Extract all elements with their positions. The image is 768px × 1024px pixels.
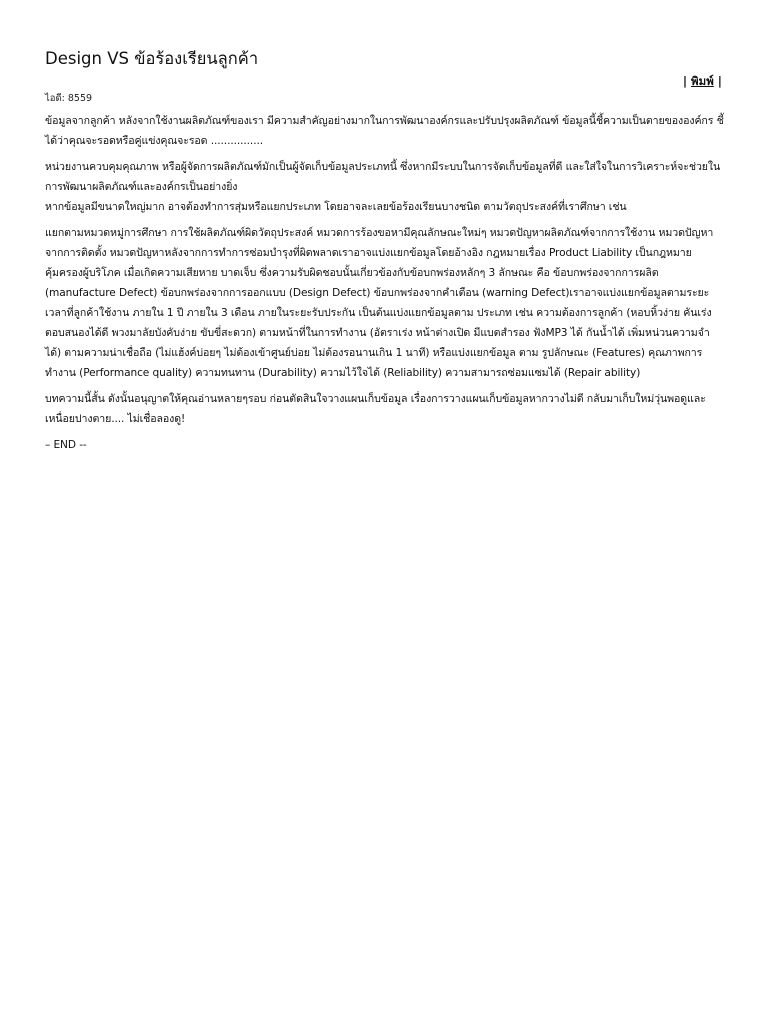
end-marker: – END -- — [45, 439, 87, 451]
article-id-label: ไอดี: — [45, 93, 68, 104]
paragraph-conclusion: บทความนี้สั้น ดังนั้นอนุญาตให้คุณอ่านหลายๆรอบ ก่อนตัดสินใจวางแผนเก็บข้อมูล เรื่องการวางแผนเก็บข้อมูลหากวางไม่ดี กลับมาเก็บใหม่วุ่นพอดูและเหนื่อยปางตาย.... ไม่เชื่อลองดู! — [45, 393, 706, 425]
print-link-label[interactable]: พิมพ์ — [691, 74, 714, 88]
article-id-value: 8559 — [67, 93, 93, 104]
article-title: Design VS ข้อร้องเรียนลูกค้า — [45, 49, 259, 68]
article-body — [45, 111, 725, 461]
article-page — [45, 0, 725, 1024]
article-id — [45, 91, 92, 106]
print-link-open-bar: | — [682, 74, 692, 88]
print-link[interactable] — [683, 73, 722, 91]
paragraph-categories: แยกตามหมวดหมู่การศึกษา การใช้ผลิตภัณฑ์ผิดวัตถุประสงค์ หมวดการร้องขอหามีคุณลักษณะใหม่ๆ หมวดปัญหาผลิตภัณฑ์จากการใช้งาน หมวดปัญหาจากการติดตั้ง หมวดปัญหาหลังจากการทำการซ่อมบำรุงที่ผิดพลาดเราอาจแบ่งแยกข้อมูลโดยอ้างอิง กฎหมายเรื่อง Product Liability เป็นกฎหมายคุ้มครองผู้บริโภค เมื่อเกิดความเสียหาย บาดเจ็บ ซึ่งความรับผิดชอบนั้นเกี่ยวข้องกับข้อบกพร่องหลักๆ 3 ลักษณะ คือ ข้อบกพร่องจากการผลิต (manufacture Defect) ข้อบกพร่องจากการออกแบบ (Design Defect) ข้อบกพร่องจากคำเตือน (warning Defect)เราอาจแบ่งแยกข้อมูลตามระยะเวลาที่ลูกค้าใช้งาน ภายใน 1 ปี ภายใน 3 เดือน ภายในระยะรับประกัน เป็นต้นแบ่งแยกข้อมูลตาม ประเภท เช่น ความต้องการลูกค้า (หอบหิ้วง่าย คันเร่งตอบสนองได้ดี พวงมาลัยบังคับง่าย ขับขี่สะดวก) ตามหน้าที่ในการทำงาน (อัตราเร่ง หน้าต่างเปิด มีแบตสำรอง ฟังMP3 ได้ กันน้ำได้ เพิ่มหน่วนความจำได้) ตามความน่าเชื่อถือ (ไม่แฮ้งค์บ่อยๆ ไม่ต้องเข้าศูนย์บ่อย ไม่ต้องรอนานเกิน 1 นาที) หรือแบ่งแยกข้อมูล ตาม รูปลักษณะ (Features) คุณภาพการทำงาน (Performance quality) ความทนทาน (Durability) ความไว้ใจได้ (Reliability) ความสามารถซ่อมแซมได้ (Repair ability) — [45, 227, 714, 379]
print-link-close-bar: | — [713, 74, 722, 88]
paragraph-sampling: หากข้อมูลมีขนาดใหญ่มาก อาจต้องทำการสุ่มหรือแยกประเภท โดยอาจละเลยข้อร้องเรียนบางชนิด ตามวัตถุประสงค์ที่เราศึกษา เช่น — [45, 201, 627, 213]
paragraph-intro: ข้อมูลจากลูกค้า หลังจากใช้งานผลิตภัณฑ์ของเรา มีความสำคัญอย่างมากในการพัฒนาองค์กรและปรับปรุงผลิตภัณฑ์ ข้อมูลนี้ชี้ความเป็นตายขององค์กร ชี้ได้ว่าคุณจะรอดหรือคู่แข่งคุณจะรอด ................ — [45, 115, 724, 147]
paragraph-quality-control: หน่วยงานควบคุมคุณภาพ หรือผู้จัดการผลิตภัณฑ์มักเป็นผู้จัดเก็บข้อมูลประเภทนี้ ซึ่งหากมีระบบในการจัดเก็บข้อมูลที่ดี และใส่ใจในการวิเคราะห์จะช่วยในการพัฒนาผลิตภัณฑ์และองค์กรเป็นอย่างยิ่ง — [45, 161, 721, 193]
